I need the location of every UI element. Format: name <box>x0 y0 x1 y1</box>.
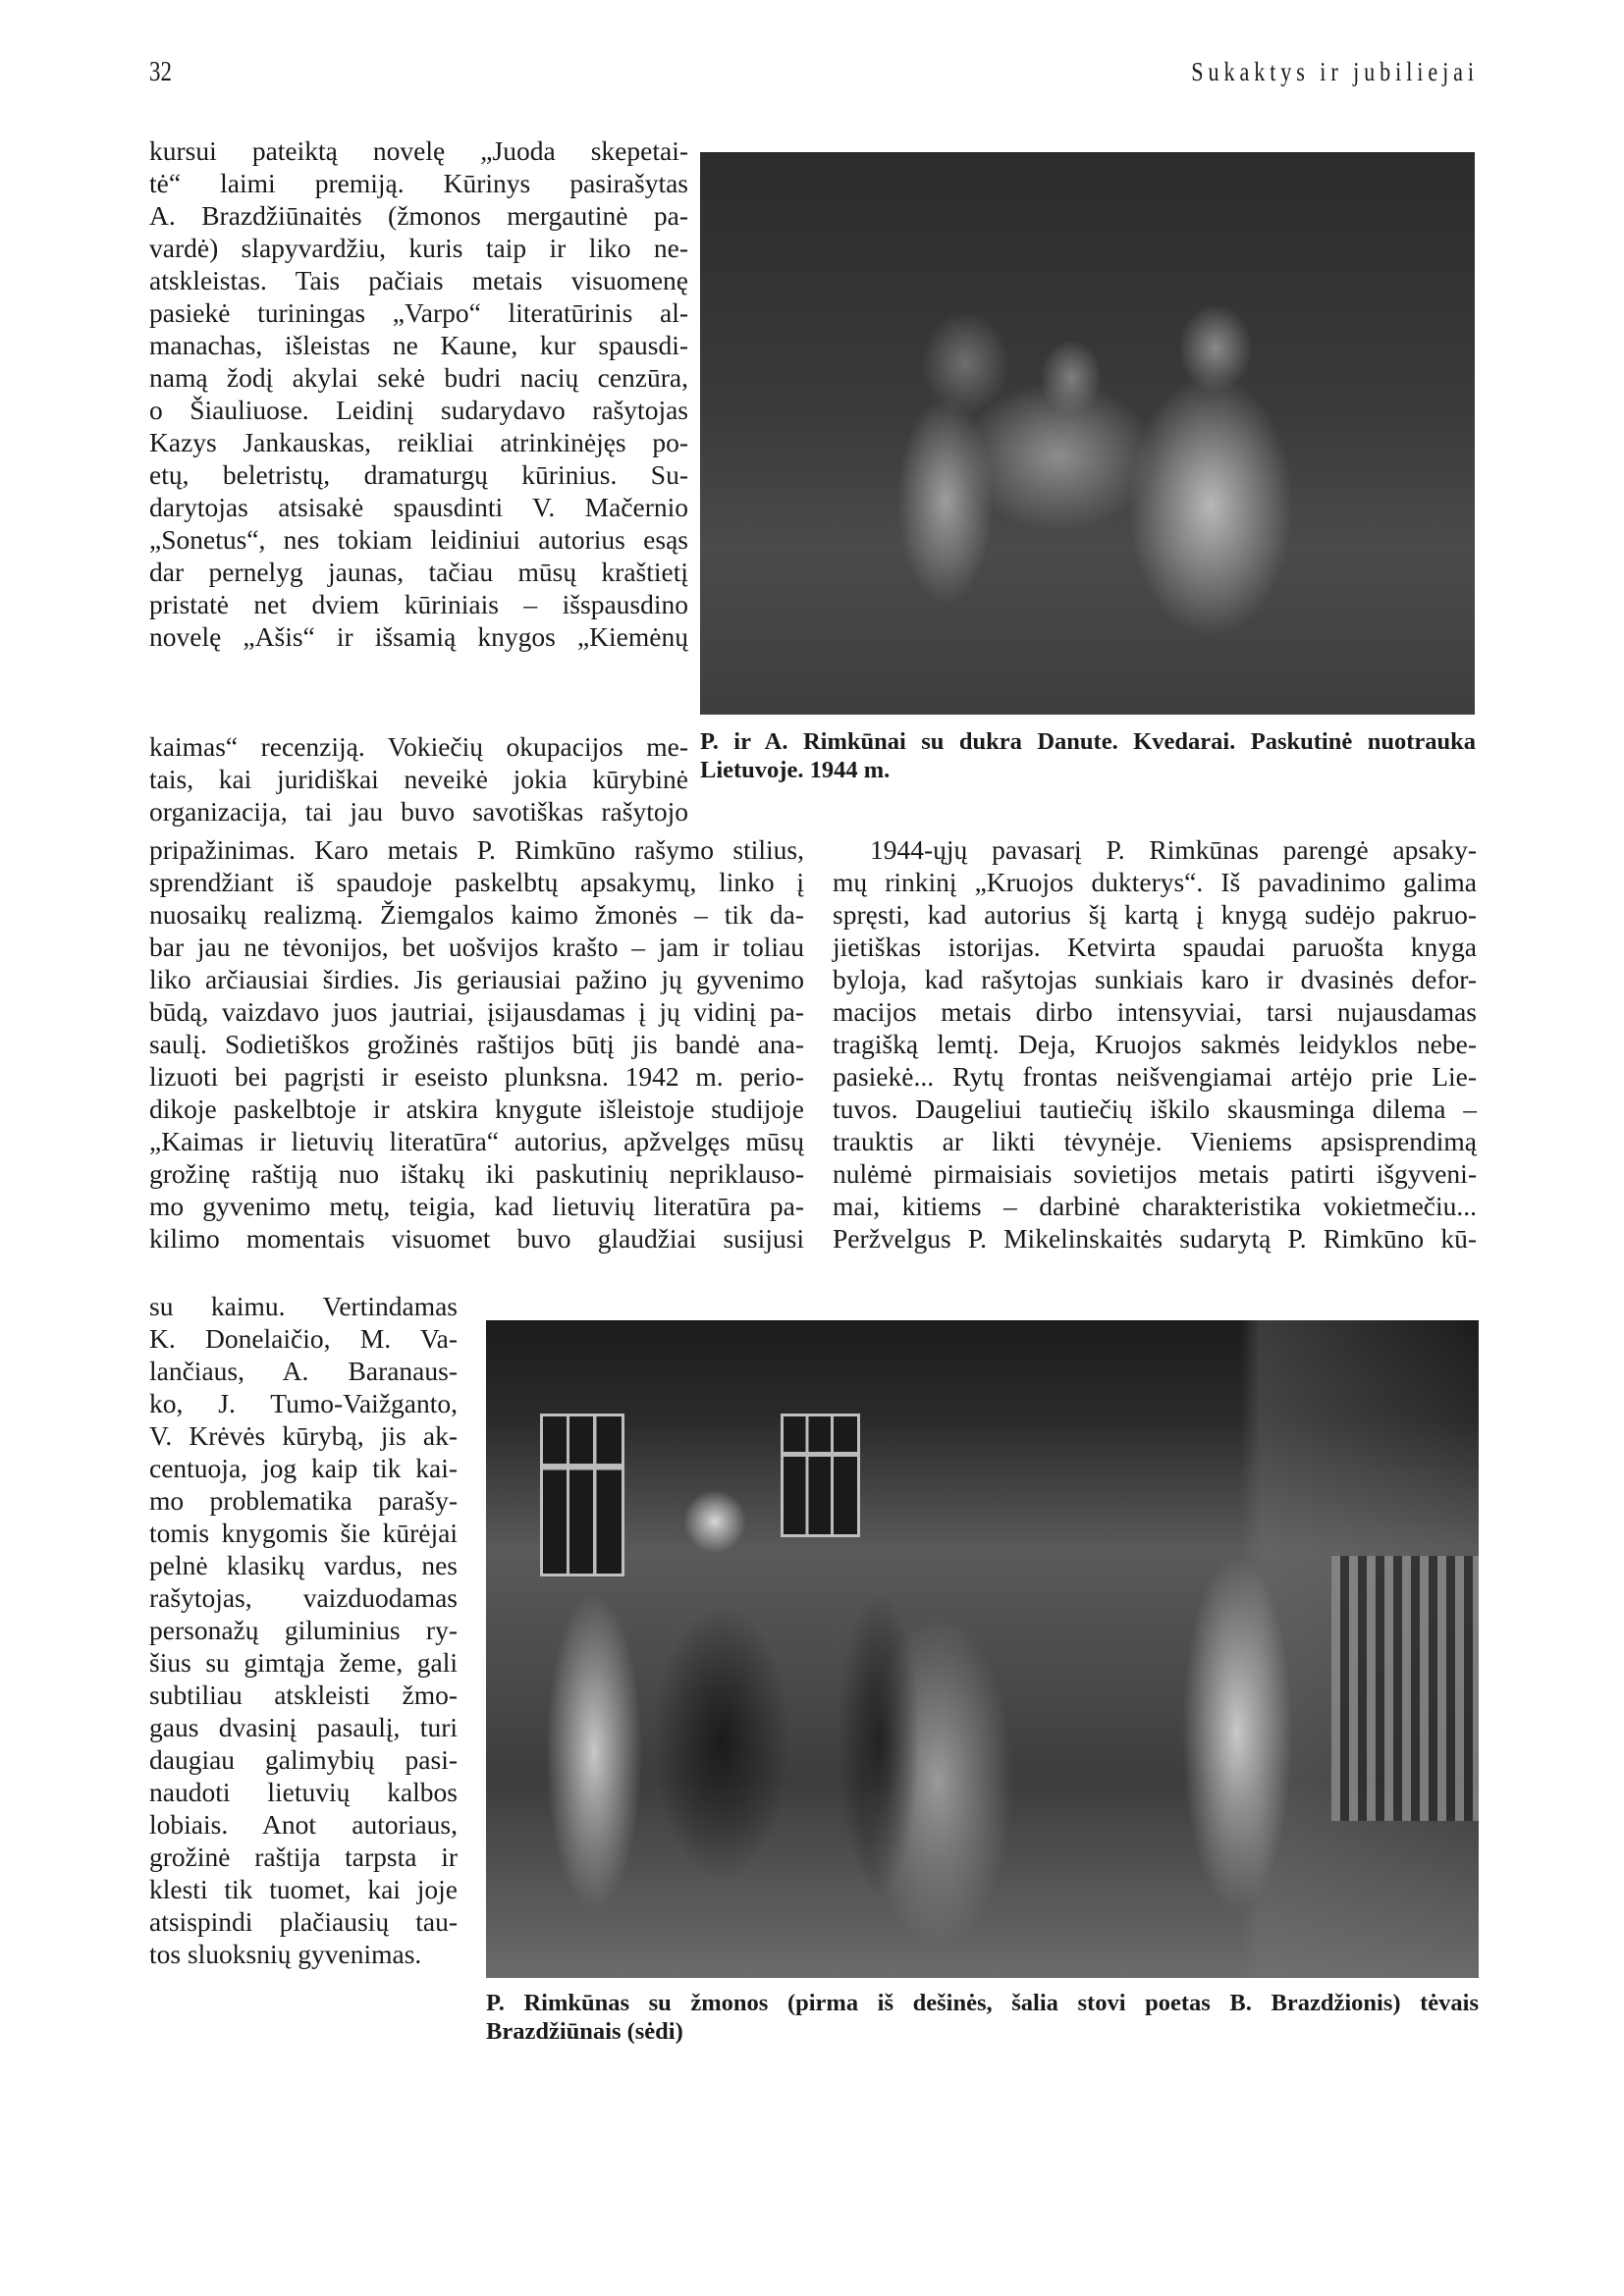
text-line: tomis knygomis šie kūrėjai <box>149 1518 458 1548</box>
text-line: mo gyvenimo metų, teigia, kad lietuvių literatūra pa- <box>149 1191 804 1221</box>
text-line: sprendžiant iš spaudoje paskelbtų apsakymų, linko į <box>149 867 804 897</box>
text-line: Kazys Jankauskas, reikliai atrinkinėjęs po- <box>149 427 688 457</box>
caption-line: P. Rimkūnas su žmonos (pirma iš dešinės, šalia stovi poetas B. Brazdžionis) tėvais <box>486 1990 1479 2016</box>
picket-fence <box>1331 1556 1479 1821</box>
text-line: vardė) slapyvardžiu, kuris taip ir liko ne- <box>149 233 688 263</box>
text-line: gaus dvasinį pasaulį, turi <box>149 1712 458 1742</box>
text-line: grožinė raštija tarpsta ir <box>149 1842 458 1872</box>
text-line: lobiais. Anot autoriaus, <box>149 1809 458 1840</box>
text-line: dar pernelyg jaunas, tačiau mūsų kraštietį <box>149 557 688 587</box>
text-line: nuosaikų realizmą. Žiemgalos kaimo žmonės – tik da- <box>149 899 804 930</box>
text-line: naudoti lietuvių kalbos <box>149 1777 458 1807</box>
family-photo <box>700 152 1475 715</box>
text-line: o Šiauliuose. Leidinį sudarydavo rašytojas <box>149 395 688 425</box>
text-line: organizacija, tai jau buvo savotiškas rašytojo <box>149 796 688 827</box>
text-line: nulėmė pirmaisiais sovietijos metais patirti išgyveni- <box>833 1158 1477 1189</box>
text-line: tuvos. Daugeliui tautiečių iškilo skausminga dilema – <box>833 1094 1477 1124</box>
text-line: trauktis ar likti tėvynėje. Vieniems apsisprendimą <box>833 1126 1477 1156</box>
text-line: pristatė net dviem kūriniais – išspausdino <box>149 589 688 619</box>
text-line: pasiekė... Rytų frontas neišvengiamai artėjo prie Lie- <box>833 1061 1477 1092</box>
text-line: atsispindi plačiausių tau- <box>149 1906 458 1937</box>
text-line: novelę „Ašis“ ir išsamią knygos „Kiemėnų <box>149 621 688 652</box>
text-line: macijos metais dirbo intensyviai, tarsi nujausdamas <box>833 996 1477 1027</box>
text-line: 1944-ųjų pavasarį P. Rimkūnas parengė apsaky- <box>870 834 1477 865</box>
text-line: „Kaimas ir lietuvių literatūra“ autorius, apžvelgęs mūsų <box>149 1126 804 1156</box>
text-line: klesti tik tuomet, kai joje <box>149 1874 458 1904</box>
text-line: mų rinkinį „Kruojos dukterys“. Iš pavadinimo galima <box>833 867 1477 897</box>
caption-line: Brazdžiūnais (sėdi) <box>486 2018 683 2045</box>
text-line: dikoje paskelbtoje ir atskira knygute išleistoje studijoje <box>149 1094 804 1124</box>
text-line: ko, J. Tumo-Vaižganto, <box>149 1388 458 1418</box>
text-line: personažų giluminius ry- <box>149 1615 458 1645</box>
text-line: tos sluoksnių gyvenimas. <box>149 1939 422 1969</box>
text-line: byloja, kad rašytojas sunkiais karo ir dvasinės defor- <box>833 964 1477 994</box>
text-line: šius su gimtąja žeme, gali <box>149 1647 458 1678</box>
group-photo <box>486 1320 1479 1978</box>
figure-1-caption <box>700 727 1476 784</box>
text-line: tragišką lemtį. Deja, Kruojos sakmės leidyklos nebe- <box>833 1029 1477 1059</box>
text-line: „Sonetus“, nes tokiam leidiniui autorius esąs <box>149 524 688 555</box>
text-line: grožinę raštiją nuo ištakų iki paskutinių nepriklauso- <box>149 1158 804 1189</box>
house-window <box>540 1414 624 1576</box>
text-line: kursui pateiktą novelę „Juoda skepetai- <box>149 135 688 166</box>
text-line: saulį. Sodietiškos grožinės raštijos būtį jis bandė ana- <box>149 1029 804 1059</box>
text-line: etų, beletristų, dramaturgų kūrinius. Su- <box>149 459 688 490</box>
text-line: atskleistas. Tais pačiais metais visuomenę <box>149 265 688 295</box>
text-line: tais, kai juridiškai neveikė jokia kūrybinė <box>149 764 688 794</box>
text-line: mai, kitiems – darbinė charakteristika vokietmečiu... <box>833 1191 1477 1221</box>
text-line: bar jau ne tėvonijos, bet uošvijos krašto – jam ir toliau <box>149 932 804 962</box>
text-line: tė“ laimi premiją. Kūrinys pasirašytas <box>149 168 688 198</box>
caption-line: P. ir A. Rimkūnai su dukra Danute. Kvedarai. Paskutinė nuotrauka <box>700 728 1476 755</box>
text-line: namą žodį akylai sekė budri nacių cenzūra, <box>149 362 688 393</box>
text-line: subtiliau atskleisti žmo- <box>149 1680 458 1710</box>
text-line: lančiaus, A. Baranaus- <box>149 1356 458 1386</box>
page-number: 32 <box>149 57 172 87</box>
house-window <box>781 1414 860 1537</box>
text-line: spręsti, kad autorius šį kartą į knygą sudėjo pakruo- <box>833 899 1477 930</box>
text-line: pasiekė turiningas „Varpo“ literatūrinis al- <box>149 297 688 328</box>
text-line: kilimo momentais visuomet buvo glaudžiai susijusi <box>149 1223 804 1254</box>
text-line: pelnė klasikų vardus, nes <box>149 1550 458 1580</box>
text-line: liko arčiausiai širdies. Jis geriausiai pažino jų gyvenimo <box>149 964 804 994</box>
text-line: lizuoti bei pagrįsti ir eseisto plunksna. 1942 m. perio- <box>149 1061 804 1092</box>
text-line: K. Donelaičio, M. Va- <box>149 1323 458 1354</box>
running-title: Sukaktys ir jubiliejai <box>1191 57 1479 86</box>
text-line: A. Brazdžiūnaitės (žmonos mergautinė pa- <box>149 200 688 231</box>
text-line: mo problematika parašy- <box>149 1485 458 1516</box>
text-line: manachas, išleistas ne Kaune, kur spausdi- <box>149 330 688 360</box>
text-line: centuoja, jog kaip tik kai- <box>149 1453 458 1483</box>
text-line: su kaimu. Vertindamas <box>149 1291 458 1321</box>
text-line: V. Krėvės kūrybą, jis ak- <box>149 1420 458 1451</box>
text-line: jietiškas istorijas. Ketvirta spaudai paruošta knyga <box>833 932 1477 962</box>
text-line: kaimas“ recenziją. Vokiečių okupacijos me- <box>149 731 688 762</box>
figure-2-caption <box>486 1989 1479 2046</box>
text-line: darytojas atsisakė spausdinti V. Mačernio <box>149 492 688 522</box>
text-line: pripažinimas. Karo metais P. Rimkūno rašymo stilius, <box>149 834 804 865</box>
text-line: Peržvelgus P. Mikelinskaitės sudarytą P. Rimkūno kū- <box>833 1223 1477 1254</box>
caption-line: Lietuvoje. 1944 m. <box>700 757 891 783</box>
text-line: rašytojas, vaizduodamas <box>149 1582 458 1613</box>
text-line: daugiau galimybių pasi- <box>149 1744 458 1775</box>
text-line: būdą, vaizdavo juos jautriai, įsijausdamas į jų vidinį pa- <box>149 996 804 1027</box>
